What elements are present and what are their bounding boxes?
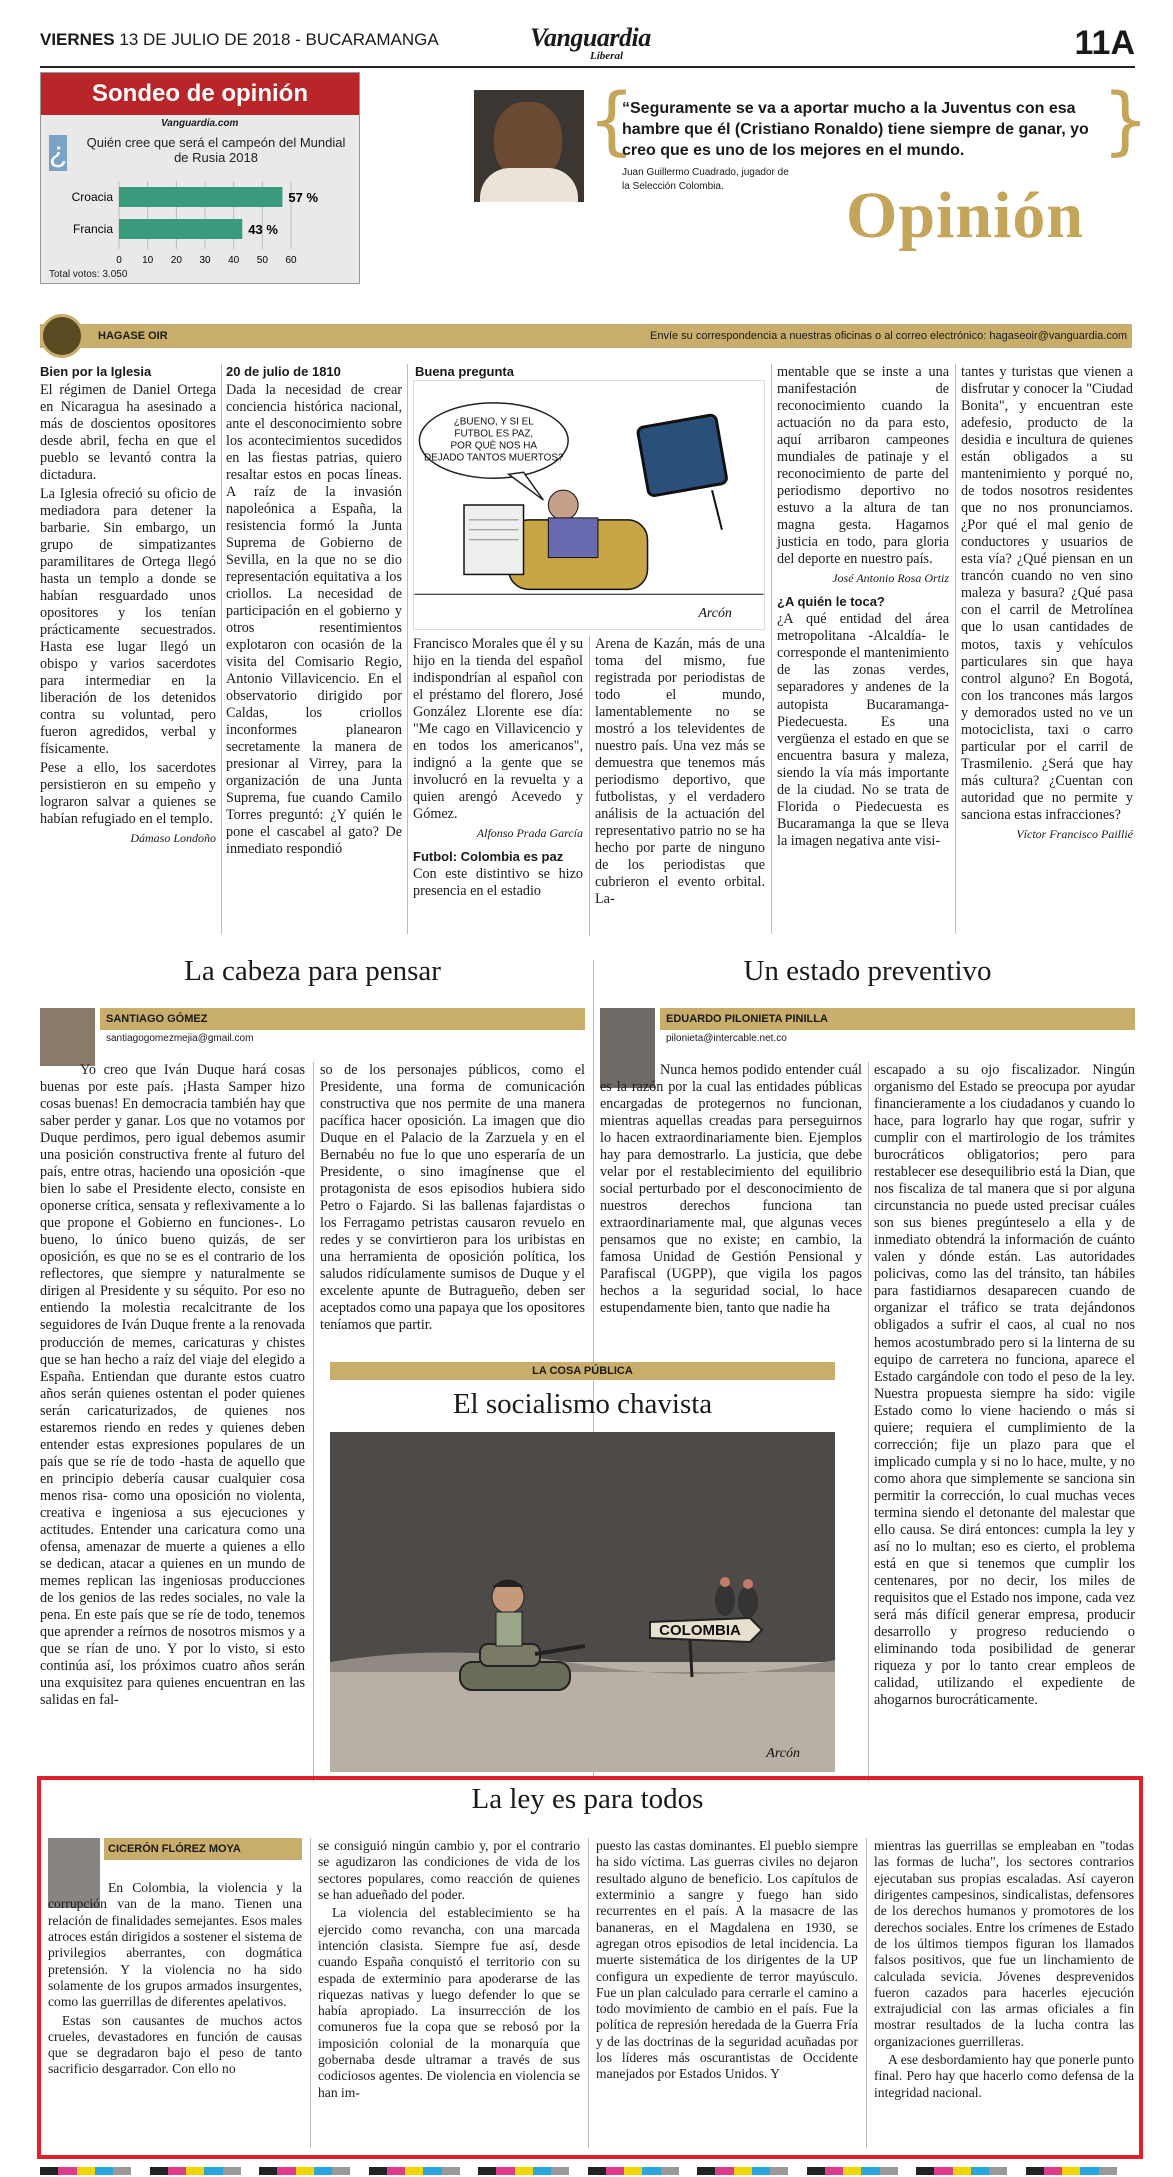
poll-bar [119,219,242,239]
svg-text:DEJADO TANTOS MUERTOS?: DEJADO TANTOS MUERTOS? [424,452,564,464]
quote-author-photo [474,90,584,202]
cartoon-label: Buena pregunta [415,364,514,379]
quote-attribution: Juan Guillermo Cuadrado, jugador de la Selección Colombia. [622,167,789,192]
letter-signature: Alfonso Prada García [476,826,583,841]
letters-contact-note: Envíe su correspondencia a nuestras oficinas o al correo electrónico: hagaseoir@vanguardia.com [650,330,1128,342]
poll-brand: Vanguardia.com [161,118,239,129]
letter-heading: Futbol: Colombia es paz [413,848,564,864]
poll-tick-label: 0 [116,255,122,266]
letter-column-2: 20 de julio de 1810 Dada la necesidad de crear conciencia histórica nacional, ante el desconocimiento sobre los acontecimientos sucedidos en las fiestas patrias, quiero resaltar estos en pocas líneas. A raíz de la invasión napoleónica a España, la resistencia formó la Junta Suprema de Gobierno de Sevilla, en la que no se dio representación equitativa a los criollos. La necesidad de participación en el gobierno y otros resentimientos explotaron con ocasión de la visita del Comisario Regio, Antonio Villavicencio. En el observatorio dirigido por Caldas, los criollos inconformes planearon secretamente la manera de presionar al Virrey, para la organización de una Junta Suprema, fue cuando Camilo Torres preguntó: ¿Y quién le pone el cascabel al gato? De inmediato respondió [226,364,402,858]
article3-column-4: mientras las guerrillas se empleaban en "todas las formas de lucha", los sectores contrarios ejecutaban sus propias escaladas. Así cayeron dirigentes campesinos, sindicalistas, defensores de los derechos humanos y promotores de los derechos sociales. Entre los crímenes de Estado de los últimos tiempos figuran los llamados falsos positivos, que fue un linchamiento de calculada sevicia. Jóvenes desprevenidos fueron cazados para hacerles ejecución extrajudicial con las armas oficiales a fin mostrar resultados de la lucha contra las organizaciones guerrilleras. A ese desbordamiento hay que ponerle punto final. Pero hay que hacerlo como defensa de la integridad nacional. [874,1838,1134,2100]
poll-tick-label: 10 [142,255,154,266]
article3-column-2: se consiguió ningún cambio y, por el contrario se agudizaron las condiciones de vida de los sectores populares, como reacción de quienes se han adueñado del poder. La violencia del establecimiento se ha ejercido como revancha, con una marcada intención clasista. Siempre fue así, desde cuando España conquistó el territorio con su espada de exterminio para apoderarse de las riquezas nativas y luego defender lo que se había apropiado. La insurrección de los comuneros fue la copa que se rebosó por la imposición colonial de la monarquía que gobernaba desde ultramar a través de sus codiciosos agentes. De violencia en violencia se han im- [318,1838,580,2100]
page-number: 11A [1074,24,1135,62]
newspaper-logo-sub: Liberal [590,50,623,62]
svg-text:FUTBOL ES PAZ,: FUTBOL ES PAZ, [454,428,534,440]
letter-column-4: Arena de Kazán, más de una toma del mismo, fue registrada por periodistas de todo el mundo, lamentablemente no se mostró a los televidentes de nuestro país. Una vez más se demuestra que tenemos más periodismo deportivo, que futbolistas, y el verdadero análisis de la actuación del representativo patrio no se ha hecho por parte de ninguno de los periodistas que cubrieron el evento orbital. La- [595,636,765,908]
letter-heading: Bien por la Iglesia [40,364,152,379]
opinion-poll-box [40,72,360,284]
poll-tick-label: 50 [256,255,268,266]
author-name: EDUARDO PILONIETA PINILLA [666,1013,828,1025]
poll-bar [119,187,282,207]
left-brace-icon: { [588,78,636,164]
article-headline: Un estado preventivo [743,955,992,987]
author-name: CICERÓN FLÓREZ MOYA [108,1843,241,1855]
letter-column-1: Bien por la Iglesia El régimen de Daniel Ortega en Nicaragua ha asesinado a más de doscientos opositores desde abril, fecha en que el pueblo se levantó contra la dictadura. La Iglesia ofreció su oficio de mediadora para detener la barbarie. Sin embargo, un grupo de simpatizantes paramilitares de Ortega llegó hasta un templo a donde se habían resguardado unos opositores y los tenían prácticamente secuestrados. Hasta ese lugar llegó un obispo y varios sacerdotes para intermediar en la liberación de los detenidos contra su voluntad, pero fueron agredidos, verbal y físicamente. Pese a ello, los sacerdotes persistieron en su empeño y lograron salvar a quienes se habían refugiado en el templo. Dámaso Londoño [40,364,216,846]
buena-pregunta-cartoon [413,380,765,630]
poll-question: Quién cree que será el campeón del Mundial de Rusia 2018 [86,135,346,165]
article3-column-3: puesto las castas dominantes. El pueblo siempre ha sido víctima. Las guerras civiles no dejaron resultado alguno de beneficio. Los capítulos de exterminio a sangre y fuego han sido recurrentes en el país. A la masacre de las bananeras, en el Magdalena en 1930, se agregan otros episodios de letal incidencia. La muerte sistemática de los dirigentes de la UP configura un expediente de terror mayúsculo. Fue un plan calculado para cerrarle el camino a todo movimiento de cambio en el país. Fue la política de represión heredada de la Guerra Fría y de las doctrinas de la seguridad acuñadas por los líderes más oscurantistas de Occidente manejados por Estados Unidos. Y [596,1838,858,2082]
letter-column-5: mentable que se inste a una manifestación de reconocimiento cuando la actuación no da para esto, aquí arribaron campeones mundiales de patinaje y el reconocimiento de parte del periodismo deportivo no estuvo a la altura de tan magna gesta. Hagamos justicia en todo, para gloria del deporte en nuestro país. José Antonio Rosa Ortiz ¿A quién le toca? ¿A qué entidad del área metropolitana -Alcaldía- le corresponde el mantenimiento de las zonas verdes, separadores y andenes de la autopista Bucaramanga-Piedecuesta. Es una vergüenza el estado en que se encuentra basura y maleza, siendo la vía más importante de la ciudad. No se trata de Florida o Piedecuesta es Bucaramanga la que se lleva la imagen negativa ante visi- [777,364,949,849]
featured-quote: “Seguramente se va a aportar mucho a la Juventus con esa hambre que él (Cristiano Ronaldo) tiene siempre de ganar, yo creo que es uno de los mejores en el mundo. [622,100,1089,160]
letter-column-6: tantes y turistas que vienen a disfrutar y conocer la "Ciudad Bonita", y encuentran este adefesio, producto de la desidia e incultura de quienes están obligados a su mantenimiento y porqué no, de todos nosotros residentes que no nos pronunciamos. ¿Por qué el mal genio de conductores y usuarios de esta vía? ¿Qué piensan en un trancón cuando no ven sino maleza y basura? ¿Qué pasa con el carril de Metrolínea que lo usan cantidades de motos, taxis y vehículos particulares sin que haya control alguno? En Bogotá, con los trancones más largos y demorados usted no ve un motociclista, taxi o carro particular por el carril de Trasmilenio. ¿Será que hay más cultura? ¿Cuentan con autoridad que no permite y sanciona estas infracciones? Víctor Francisco Paillié [961,364,1133,841]
cartoon-kicker: LA COSA PÚBLICA [330,1362,835,1380]
svg-text:Arcón: Arcón [698,606,732,622]
article2-column-2: escapado a su ojo fiscalizador. Ningún organismo del Estado se preocupa por ayudar financieramente a los ciudadanos y cuando lo hace, para lograrlo hay que rogar, sufrir y cumplir con el martirologio de los trámites burocráticos obligatorios; pero para restablecer ese desequilibrio está la Dian, que nos fiscaliza de tal manera que si por alguna circunstancia no puede usted precisar cuáles son sus bienes pregúnteselo a ella y de inmediato obtendrá la información de cuánto valen y dónde están. Las autoridades policivas, como las del tránsito, tan hábiles para fastidiarnos desaparecen cuando de organizar el tráfico se trata dejándonos obligados a sufrir el caos, al cual no nos hemos acostumbrado pero si la linterna de su equipo de carretera no funciona, aparece el Estado cargándole con todo el peso de la ley. Nuestra propuesta siempre ha sido: vigile Estado como lo viene haciendo o más si quiere; requiera el cumplimiento de la corrección; fije un plazo para que el implicado cumpla y si no lo hace, multe, y no como ahora que simplemente se sanciona sin permitir la corrección, lo cual muchas veces termina siendo el detonante del malestar que ello causa. Se dirá entonces: cumpla la ley y así no lo multan; eso es cierto, el problema está en que si tenemos que cumplir los centenares, por no decir, los miles de requisitos que el Estado nos impone, cada vez será más difícil generar empresa, producir desarrollo y progreso reduciendo o eliminando toda posibilidad de generar riqueza y por lo tanto crear empleos de calidad, utilizando el expediente de ahogarnos burocráticamente. [874,1062,1135,1709]
poll-value-label: 43 % [248,222,278,237]
poll-bar-chart [61,173,361,283]
cartoon-sign-text: COLOMBIA [659,1622,741,1639]
article1-column-2: so de los personajes públicos, como el Presidente, una forma de comunicación constructiva que nos permite de una manera pacífica hacer oposición. La imagen que dio Duque en el Palacio de la Zarzuela y en el Bernabéu no fue lo que uno esperaría de un Presidente, o sino imagínense que el protagonista de esos episodios hubiera sido Petro o Fajardo. Si las ballenas fajardistas o los Ferragamo petristas causaron revuelo en redes y se convirtieron para los uribistas en una herramienta de oposición política, los saludos ridículamente sumisos de Duque y el excelente apunte de Butragueño, deben ser aceptados como una papaya que los opositores teníamos que partir. [320,1062,585,1334]
article3-column-1: En Colombia, la violencia y la corrupción van de la mano. Tienen una relación de finalidades semejantes. Esos males atroces están dirigidos a sostener el sistema de privilegios aberrantes, con dogmática pretensión. Y la violencia no ha sido solamente de los grupos armados insurgentes, como las guerrillas de diferentes apelativos. Estas son causantes de muchos actos crueles, devastadores en función de causas que se degradaron bajo el peso de tanto sacrificio desgarrador. Con ello no [48,1880,302,2077]
poll-tick-label: 30 [199,255,211,266]
svg-text:POR QUÉ NOS HA: POR QUÉ NOS HA [450,440,537,452]
letter-heading: 20 de julio de 1810 [226,364,341,379]
letter-signature: Dámaso Londoño [130,831,216,846]
letters-section-title: HAGASE OIR [98,330,168,342]
question-mark-icon: ¿ [49,136,68,169]
poll-total-votes: Total votos: 3.050 [49,269,128,280]
poll-title: Sondeo de opinión [41,73,359,115]
author-photo [40,1008,95,1066]
letter-column-3: Francisco Morales que él y su hijo en la tienda del español indispondrían al español con el préstamo del florero, José González Llorente ese día: "Me cago en Villavicencio y en todos los americanos", indignó a la gente que se involucró en la revuelta y a quien arengó Acevedo y Gómez. Alfonso Prada García Futbol: Colombia es paz Con este distintivo se hizo presencia en el estadio [413,636,583,900]
poll-tick-label: 20 [170,255,182,266]
author-email: pilonieta@intercable.net.co [666,1033,787,1044]
letter-signature: José Antonio Rosa Ortiz [832,571,949,586]
poll-tick-label: 40 [228,255,240,266]
cartoon-signature: Arcón [766,1746,800,1761]
cartoon-headline: El socialismo chavista [452,1388,713,1420]
article-headline: La ley es para todos [471,1783,704,1815]
section-title: Opinión [846,179,1085,252]
poll-category-label: Croacia [71,190,113,204]
letter-signature: Víctor Francisco Paillié [1016,826,1133,841]
page-header [40,18,1135,68]
poll-value-label: 57 % [288,190,319,205]
svg-text:¿BUENO, Y SI EL: ¿BUENO, Y SI EL [453,416,534,428]
right-brace-icon: } [1102,78,1150,164]
author-email: santiagogomezmejia@gmail.com [106,1033,254,1044]
socialismo-chavista-cartoon [330,1432,835,1772]
article1-column-1: Yo creo que Iván Duque hará cosas buenas por este país. ¡Hasta Samper hizo cosas buenas! En democracia también hay que saber perder y ganar. Los que no votamos por Duque perdimos, pero igual debemos asumir una posición constructiva frente al futuro del país, entre otras, haciendo una oposición -que bien lo sabe el Presidente electo, consiste en oponerse crítica, sensata y reflexivamente a lo que propone el Gobierno en funciones-. Lo bueno, lo único bueno quizás, de ser oposición, es que no se es el contrario de los reflectores, que siempre y naturalmente se dirigen al Presidente y su séquito. Por eso no entiendo la molestia recalcitrante de los seguidores de Iván Duque frente a la renovada producción de memes, caricaturas y chistes que se han hecho a raíz del viaje del elegido a España. Entiendan que durante estos cuatro años serán quienes ostentan el poder quienes serán caricaturizados, de quienes nos estaremos riendo en redes y quienes deben entender estas expresiones populares de un país que se ríe de todo -hasta de aquello que en principio debería causar cualquier cosa menos risa- como una oposición no violenta, creativa e ingeniosa a sus ejecuciones y actitudes. Entender una caricatura como una ofensa, amenazar de muerte a quienes a ello se dedican, atacar a quienes en un mundo de memes replican las ingeniosas producciones de los genios de las redes sociales, no vale la pena. En este país que se ríe de todo, tenemos que aprender a reírnos de nosotros mismos y a que se rían de uno. Y por lo visto, si esto continúa así, los próximos cuatro años serán una exquisitez para quienes encuentran en las salidas en fal- [40,1062,305,1709]
article-headline: La cabeza para pensar [184,955,441,987]
article2-column-1: Nunca hemos podido entender cuál es la razón por la cual las entidades públicas encargadas de protegernos no funcionan, mientras aquellas creadas para perseguirnos lo hacen extraordinariamente bien. Ejemplos hay para demostrarlo. La justicia, que debe velar por el restablecimiento del equilibrio social perturbado por el desconocimiento de nuestros derechos funciona tan extraordinariamente mal, que algunas veces pensamos que no existe; en cambio, la famosa Unidad de Gestión Pensional y Parafiscal (UGPP), que vigila los pagos hechos a la seguridad social, lo hace estupendamente bien, tanto que nadie ha [600,1062,862,1317]
issue-date: VIERNES 13 DE JULIO DE 2018 - BUCARAMANGA [40,30,439,49]
poll-tick-label: 60 [285,255,297,266]
print-color-bar [40,2162,1135,2170]
speaker-icon [40,314,84,358]
poll-category-label: Francia [72,222,113,236]
author-name: SANTIAGO GÓMEZ [106,1013,208,1025]
newspaper-logo: Vanguardia [530,23,651,52]
letter-heading: ¿A quién le toca? [777,593,885,609]
